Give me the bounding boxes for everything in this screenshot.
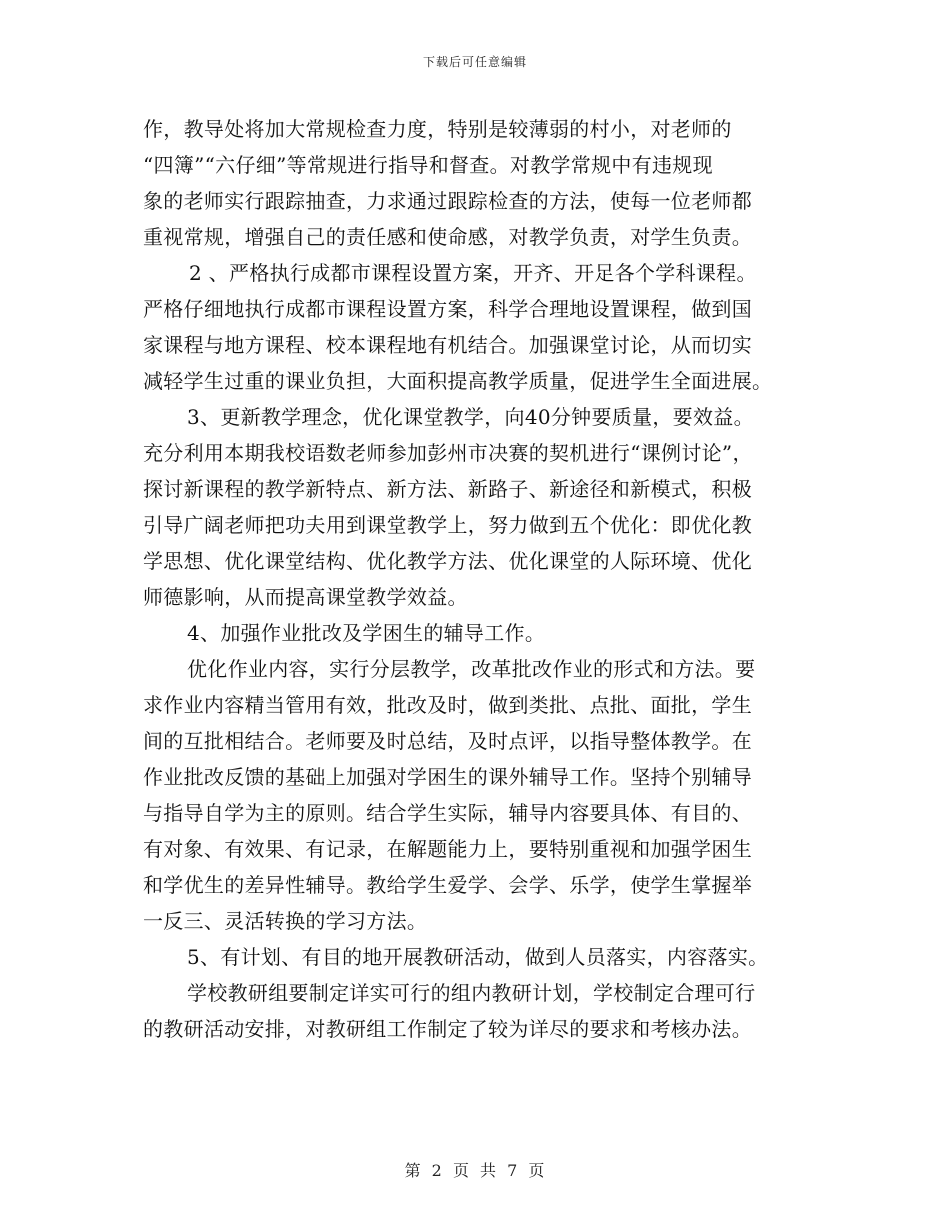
text-line: 作业批改反馈的基础上加强对学困生的课外辅导工作。坚持个别辅导 xyxy=(143,765,752,789)
text-line: 优化作业内容，实行分层教学，改革批改作业的形式和方法。要 xyxy=(187,657,756,681)
section-heading-5: 5、有计划、有目的地开展教研活动，做到人员落实，内容落实。 xyxy=(187,945,769,969)
text-line: 引导广阔老师把功夫用到课堂教学上，努力做到五个优化：即优化教 xyxy=(143,513,752,537)
section-heading-4: 4、加强作业批改及学困生的辅导工作。 xyxy=(187,621,546,645)
text-line: 和学优生的差异性辅导。教给学生爱学、会学、乐学，使学生掌握举 xyxy=(143,873,752,897)
document-body xyxy=(143,111,823,1047)
page-header: 下载后可任意编辑 xyxy=(422,55,527,69)
text-line: 学校教研组要制定详实可行的组内教研计划，学校制定合理可行 xyxy=(187,981,756,1005)
text-line: 减轻学生过重的课业负担，大面积提高教学质量，促进学生全面进展。 xyxy=(143,369,773,393)
text-line: 作，教导处将加大常规检查力度，特别是较薄弱的村小，对老师的 xyxy=(143,117,732,141)
text-line: 求作业内容精当管用有效，批改及时，做到类批、点批、面批，学生 xyxy=(143,693,752,717)
text-line: 师德影响，从而提高课堂教学效益。 xyxy=(143,585,468,609)
text-line: 家课程与地方课程、校本课程地有机结合。加强课堂讨论，从而切实 xyxy=(143,333,752,357)
text-line: 的教研活动安排，对教研组工作制定了较为详尽的要求和考核办法。 xyxy=(143,1017,752,1041)
text-line: 象的老师实行跟踪抽查，力求通过跟踪检查的方法，使每一位老师都 xyxy=(143,189,752,213)
section-heading-2: 2 、严格执行成都市课程设置方案，开齐、开足各个学科课程。 xyxy=(189,261,757,285)
section-heading-3: 3、更新教学理念，优化课堂教学，向40分钟要质量，要效益。 xyxy=(187,405,754,429)
text-line: 与指导自学为主的原则。结合学生实际，辅导内容要具体、有目的、 xyxy=(143,801,752,825)
text-line: 重视常规，增强自己的责任感和使命感，对教学负责，对学生负责。 xyxy=(143,225,752,249)
text-line: 间的互批相结合。老师要及时总结，及时点评，以指导整体教学。在 xyxy=(143,729,752,753)
text-line: 严格仔细地执行成都市课程设置方案，科学合理地设置课程，做到国 xyxy=(143,297,752,321)
text-line: 有对象、有效果、有记录，在解题能力上，要特别重视和加强学困生 xyxy=(143,837,752,861)
text-line: 充分利用本期我校语数老师参加彭州市决赛的契机进行“课例讨论”， xyxy=(143,441,753,465)
text-line: 探讨新课程的教学新特点、新方法、新路子、新途径和新模式，积极 xyxy=(143,477,752,501)
text-line: 一反三、灵活转换的学习方法。 xyxy=(143,909,428,933)
page-number: 第 2 页 共 7 页 xyxy=(404,1161,546,1180)
text-line: 学思想、优化课堂结构、优化教学方法、优化课堂的人际环境、优化 xyxy=(143,549,752,573)
text-line: “四簿”“六仔细”等常规进行指导和督查。对教学常规中有违规现 xyxy=(143,153,713,177)
